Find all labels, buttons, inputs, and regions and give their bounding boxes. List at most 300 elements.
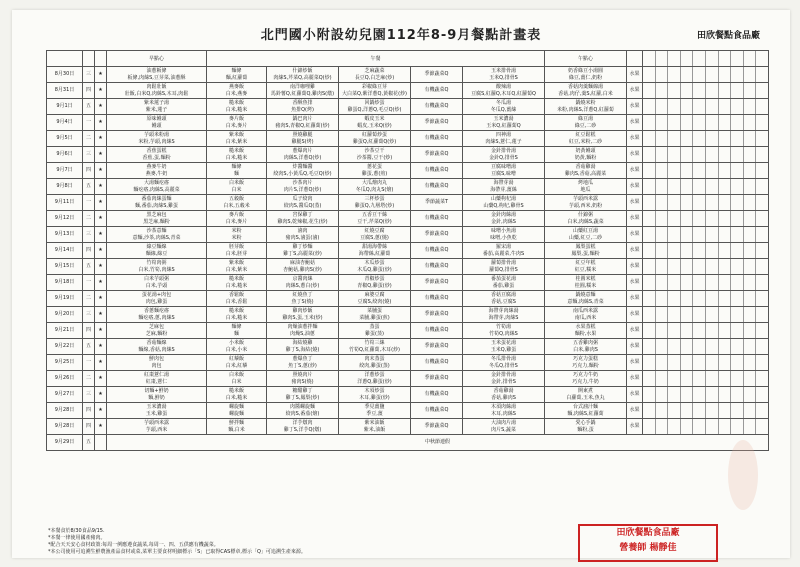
cell-text: 肉包 [151, 362, 162, 369]
row-weekday: 四 [83, 243, 95, 259]
side-dish-cell [339, 67, 411, 83]
cell-text: 芝麻蔬菜 [364, 67, 385, 74]
main-dish-cell [267, 163, 339, 179]
snack-pm-cell [545, 259, 627, 275]
cell-text: 番茄,高麗菜,牛肉S [482, 250, 525, 257]
soup-cell [463, 371, 545, 387]
soup-cell [463, 99, 545, 115]
cell-text: 白米,小米 [225, 346, 248, 353]
cell-text: 香菇肉羹麵線湯 [567, 83, 603, 90]
row-date: 9月19日 [47, 291, 83, 307]
cell-text: 麵條 [231, 163, 242, 170]
row-weekday: 三 [83, 387, 95, 403]
soup-cell [463, 419, 545, 435]
cell-text: 竹筍三絲 [364, 339, 385, 346]
cell-text: 木須肉絲湯 [490, 403, 516, 410]
cell-text: 大白菜Q,紫洋蔥Q,黃椒花(炒) [342, 90, 407, 97]
menu-row [47, 83, 769, 99]
cell-text: 香鬆飯 [228, 291, 244, 298]
cell-text: 金針排骨湯 [490, 371, 516, 378]
side-dish-cell [339, 339, 411, 355]
staple-cell [207, 243, 267, 259]
cell-text: 香菇,豆腐S [491, 298, 516, 305]
cell-text: 季節蔬菜Q [424, 343, 449, 349]
menu-row [47, 179, 769, 195]
cell-text: 番茄肉絲蛋麵 [141, 195, 172, 202]
cell-text: 玉米,雞蛋 [145, 410, 168, 417]
menu-row [47, 339, 769, 355]
soup-cell [463, 179, 545, 195]
main-dish-cell [267, 83, 339, 99]
row-weekday: 五 [83, 99, 95, 115]
cell-text: 豬肉S,青椒Q,紅蘿蔔(炒) [275, 122, 330, 129]
snack-am-cell [107, 339, 207, 355]
cell-text: 蔥爆魚丁 [292, 355, 313, 362]
vegetable-cell [411, 339, 463, 355]
cell-text: 麵,白米 [228, 426, 245, 433]
vegetable-cell [411, 147, 463, 163]
header-snack-am: 早點心 [107, 51, 207, 67]
cell-text: 照燒雞腿 [292, 131, 313, 138]
fruit-cell: 水果 [627, 179, 643, 195]
vegetable-cell [411, 403, 463, 419]
cell-text: 雞肉S,乾辣椒,花生(炒) [277, 218, 328, 225]
cell-text: 肉包,雞蛋 [145, 298, 168, 305]
soup-cell [463, 275, 545, 291]
fruit-cell: 水果 [627, 307, 643, 323]
staple-cell [207, 371, 267, 387]
row-star: ★ [95, 355, 107, 371]
cell-text: 季節蔬菜Q [424, 311, 449, 317]
cell-text: 季節蔬菜T [424, 199, 449, 205]
cell-text: 白米飯 [228, 179, 244, 186]
cell-text: 白米,胚芽 [225, 250, 248, 257]
cell-text: 米粉,芋頭,肉絲S [138, 138, 175, 145]
cell-text: 紅豆,糯米 [574, 266, 597, 273]
cell-text: 香蔥麵疙瘩 [143, 307, 169, 314]
cell-text: 香蕉蛋糕 [146, 147, 167, 154]
main-dish-cell [267, 227, 339, 243]
cell-text: 紅棗薏仁湯 [143, 371, 169, 378]
snack-pm-cell [545, 163, 627, 179]
cell-text: 海結燒雞 [292, 339, 313, 346]
cell-text: 冬瓜湯 [495, 99, 511, 106]
cell-text: 甜湯海帶絲 [361, 243, 387, 250]
cell-text: 魚丁S,蔥(炒) [288, 362, 317, 369]
cell-text: 雞蛋Q,洋蔥Q,毛豆Q(炒) [347, 106, 402, 113]
staple-cell [207, 403, 267, 419]
snack-am-cell [107, 419, 207, 435]
cell-text: 白米,竹筍,肉絲S [138, 266, 175, 273]
row-weekday: 三 [83, 307, 95, 323]
cell-text: 紅棗,薏仁 [145, 378, 168, 385]
row-weekday: 五 [83, 179, 95, 195]
nutrition-grid-cell [643, 419, 769, 435]
main-dish-cell [267, 179, 339, 195]
nutrition-grid-cell [643, 67, 769, 83]
nutrition-grid-cell [643, 179, 769, 195]
cell-text: 滷肉 [297, 227, 308, 234]
row-date: 9月22日 [47, 339, 83, 355]
vegetable-cell [411, 307, 463, 323]
snack-am-cell [107, 99, 207, 115]
fruit-cell: 水果 [627, 147, 643, 163]
row-weekday: 二 [83, 291, 95, 307]
cell-text: 芋頭米粉湯 [143, 131, 169, 138]
header-row [47, 51, 769, 67]
cell-text: 冬瓜Q,肉丸S(燴) [355, 186, 394, 193]
cell-text: 羅宋湯 [495, 243, 511, 250]
nutrition-grid-cell [643, 339, 769, 355]
main-dish-cell [267, 323, 339, 339]
menu-row [47, 99, 769, 115]
cell-text: 竹筍湯 [495, 323, 511, 330]
soup-cell [463, 131, 545, 147]
vegetable-cell [411, 355, 463, 371]
page-title: 北門國小附設幼兒園112年8-9月餐點計畫表 [260, 28, 542, 43]
snack-pm-cell [545, 323, 627, 339]
cell-text: 烤地瓜 [577, 179, 593, 186]
cell-text: 雞蛋(蒸) [365, 330, 384, 337]
cell-text: 鍋燒意麵 [575, 291, 596, 298]
cell-text: 有機蔬菜Q [424, 183, 449, 189]
smudge-mark [728, 440, 758, 510]
cell-text: 金針,肉絲S [491, 218, 516, 225]
menu-row [47, 323, 769, 339]
row-weekday: 一 [83, 275, 95, 291]
row-date: 9月12日 [47, 211, 83, 227]
cell-text: 白米 [231, 186, 242, 193]
snack-am-cell [107, 243, 207, 259]
cell-text: 奶黃饅頭 [575, 147, 596, 154]
row-weekday: 五 [83, 339, 95, 355]
menu-row [47, 163, 769, 179]
cell-text: 沙茶肉片 [292, 179, 313, 186]
cell-text: 絞肉S,番茄(燴) [285, 410, 320, 417]
soup-cell [463, 195, 545, 211]
cell-text: 大油肉片湯 [490, 419, 516, 426]
cell-text: 大瓜燴肉丸 [361, 179, 387, 186]
cell-text: 白米 [231, 378, 242, 385]
cell-text: 番茄蛋花湯 [490, 275, 516, 282]
nutrition-grid-header [643, 51, 769, 67]
fruit-cell: 水果 [627, 67, 643, 83]
snack-am-cell [107, 163, 207, 179]
staple-cell [207, 195, 267, 211]
cell-text: 豆干,芹菜Q(炒) [357, 218, 392, 225]
nutrition-grid-cell [643, 131, 769, 147]
cell-text: 山藥枸杞湯 [490, 195, 516, 202]
cell-text: 白米,肉絲S,蔬菜 [567, 218, 604, 225]
cell-text: 有機蔬菜Q [424, 295, 449, 301]
cell-text: 地瓜 [580, 186, 591, 193]
row-star: ★ [95, 419, 107, 435]
cell-text: 金針Q,排骨S [489, 154, 518, 161]
cell-text: 紫米蓮子湯 [143, 99, 169, 106]
fruit-cell: 水果 [627, 275, 643, 291]
cell-text: 原味饅頭 [146, 115, 167, 122]
staple-cell [207, 147, 267, 163]
menu-row [47, 387, 769, 403]
cell-text: 山藥紅豆湯 [572, 227, 598, 234]
cell-text: 季節蔬菜Q [424, 375, 449, 381]
vegetable-cell [411, 291, 463, 307]
menu-row [47, 275, 769, 291]
staple-cell [207, 355, 267, 371]
snack-am-cell [107, 179, 207, 195]
snack-pm-cell [545, 243, 627, 259]
cell-text: 麵疙瘩,肉絲S,高麗菜 [133, 186, 180, 193]
cell-text: 麥片飯 [228, 211, 244, 218]
row-weekday: 四 [83, 403, 95, 419]
nutrition-grid-cell [643, 243, 769, 259]
cell-text: 五香豆干絲 [361, 211, 387, 218]
row-star: ★ [95, 99, 107, 115]
soup-cell [463, 307, 545, 323]
header-weekday [83, 51, 95, 67]
cell-text: 燕麥牛奶 [146, 163, 167, 170]
row-star: ★ [95, 163, 107, 179]
cell-text: 螺旋麵 [228, 410, 244, 417]
cell-text: 蘿蔔排骨湯 [490, 259, 516, 266]
staple-cell [207, 291, 267, 307]
cell-text: 木耳,雞蛋(炒) [359, 394, 390, 401]
cell-text: 板條,肉絲S,豆芽菜,油蔥酥 [127, 74, 186, 81]
cell-text: 肉末蒸蛋 [364, 355, 385, 362]
menu-row [47, 403, 769, 419]
cell-text: 白米芋頭粥 [143, 275, 169, 282]
cell-text: 肉片S,蔬菜 [491, 426, 516, 433]
cell-text: 肉絲S,蔥白(炒) [285, 282, 320, 289]
snack-am-cell [107, 227, 207, 243]
cell-text: 有機蔬菜Q [424, 247, 449, 253]
cell-text: 米粉,肉絲S,洋蔥Q,紅蘿蔔 [557, 106, 614, 113]
cell-text: 綠豆湯 [577, 115, 593, 122]
cell-text: 糖醋雞丁 [292, 387, 313, 394]
cell-text: 鳳梨蛋糕 [575, 243, 596, 250]
vegetable-cell [411, 275, 463, 291]
snack-am-cell [107, 259, 207, 275]
cell-text: 沙茶醬,豆干(炒) [356, 154, 393, 161]
cell-text: 愛心手鍋 [575, 419, 596, 426]
cell-text: 白米,紫米 [225, 266, 248, 273]
main-dish-cell [267, 275, 339, 291]
staple-cell [207, 275, 267, 291]
main-dish-cell [267, 291, 339, 307]
row-star: ★ [95, 147, 107, 163]
snack-am-cell [107, 387, 207, 403]
cell-text: 鮮拌麵 [228, 419, 244, 426]
side-dish-cell [339, 355, 411, 371]
soup-cell [463, 163, 545, 179]
snack-pm-cell [545, 307, 627, 323]
staple-cell [207, 307, 267, 323]
main-dish-cell [267, 419, 339, 435]
soup-cell [463, 291, 545, 307]
cell-text: 炸醬麵醬 [292, 163, 313, 170]
snack-pm-cell [545, 99, 627, 115]
stamp-line-2: 營養師 楊靜佳 [619, 543, 677, 553]
cell-text: 金針肉絲湯 [490, 211, 516, 218]
nutrition-grid-cell [643, 371, 769, 387]
menu-row [47, 355, 769, 371]
cell-text: 竹筍肉粥 [146, 259, 167, 266]
vendor-name: 田欣餐點食品廠 [696, 31, 760, 41]
cell-text: 金針,排骨S [491, 378, 516, 385]
cell-text: 海帶芽肉絲湯 [488, 307, 519, 314]
cell-text: 白米,五穀米 [223, 202, 250, 209]
nutrition-grid-cell [643, 387, 769, 403]
cell-text: 回鍋炒蛋 [364, 99, 385, 106]
menu-row [47, 131, 769, 147]
cell-text: 糙米飯 [228, 99, 244, 106]
main-dish-cell [267, 339, 339, 355]
staple-cell [207, 115, 267, 131]
cell-text: 肉片S,洋蔥Q(炒) [283, 186, 322, 193]
cell-text: 糙米飯 [228, 147, 244, 154]
cell-text: 糙米飯 [228, 275, 244, 282]
cell-text: 燕麥,牛奶 [145, 170, 168, 177]
cell-text: 海帶芽湯 [493, 179, 514, 186]
side-dish-cell [339, 179, 411, 195]
note-line: *本公司使用可追溯生鮮農漁產品食材或菜,菜單主要食材明細標示「S」已取得CAS標章,標示「Q」可追溯生產來源。 [48, 549, 306, 555]
soup-cell [463, 83, 545, 99]
cell-text: 白米,雞肉S [573, 346, 598, 353]
cell-text: 綠豆,二砂 [574, 122, 597, 129]
cell-text: 麵疙瘩,蔥,肉絲S [138, 314, 175, 321]
cell-text: 麵線,香菇,肉絲S [138, 346, 175, 353]
cell-text: 白米,糙米 [225, 106, 248, 113]
row-date: 9月14日 [47, 243, 83, 259]
cell-text: 綠豆,薑仁,奶粉 [568, 74, 603, 81]
cell-text: 蔥爆肉片 [292, 147, 313, 154]
row-weekday: 五 [83, 259, 95, 275]
cell-text: 芋頭,西米 [145, 426, 168, 433]
cell-text: 玉米蛋花湯 [490, 339, 516, 346]
row-weekday: 二 [83, 211, 95, 227]
cell-text: 沙茶豆干 [364, 147, 385, 154]
cell-text: 綠豆麵線 [146, 243, 167, 250]
cell-text: 瓜子絞肉 [292, 195, 313, 202]
cell-text: 有機蔬菜Q [424, 103, 449, 109]
menu-row [47, 307, 769, 323]
snack-pm-cell [545, 195, 627, 211]
nutrition-grid-cell [643, 275, 769, 291]
snack-pm-cell [545, 291, 627, 307]
cell-text: 鳳梨,蛋,麵粉 [571, 250, 600, 257]
snack-am-cell [107, 403, 207, 419]
fruit-cell: 水果 [627, 99, 643, 115]
row-date: 8月30日 [47, 67, 83, 83]
cell-text: 白米,香鬆 [225, 298, 248, 305]
snack-am-cell [107, 147, 207, 163]
cell-text: 米粉 [231, 234, 242, 241]
cell-text: 麵 [233, 170, 239, 177]
nutrition-grid-cell [643, 259, 769, 275]
cell-text: 什錦炒飯 [292, 67, 313, 74]
cell-text: 白米飯 [228, 371, 244, 378]
menu-row [47, 115, 769, 131]
row-weekday: 四 [83, 83, 95, 99]
row-weekday: 三 [83, 147, 95, 163]
cell-text: 巧克力牛奶 [572, 371, 598, 378]
row-date: 8月31日 [47, 83, 83, 99]
menu-body [47, 67, 769, 451]
cell-text: 海帶絲,紅蘿蔔 [358, 250, 391, 257]
row-star: ★ [95, 67, 107, 83]
cell-text: 玉米排骨湯 [490, 67, 516, 74]
vegetable-cell [411, 371, 463, 387]
row-date: 9月26日 [47, 371, 83, 387]
cell-text: 絞肉S,醬瓜Q(蒸) [283, 202, 322, 209]
cell-text: 五穀飯 [228, 195, 244, 202]
cell-text: 蝦皮玉米 [364, 115, 385, 122]
vegetable-cell [411, 99, 463, 115]
main-dish-cell [267, 211, 339, 227]
row-date: 9月20日 [47, 307, 83, 323]
side-dish-cell [339, 83, 411, 99]
main-dish-cell [267, 99, 339, 115]
snack-am-cell [107, 195, 207, 211]
cell-text: 木瓜炒蛋 [364, 259, 385, 266]
side-dish-cell [339, 291, 411, 307]
snack-am-cell [107, 355, 207, 371]
cell-text: 紫米飯 [228, 259, 244, 266]
snack-am-cell [107, 115, 207, 131]
menu-row [47, 211, 769, 227]
menu-sheet [12, 10, 790, 558]
cell-text: 蘿蔔Q,排骨S [489, 266, 518, 273]
main-dish-cell [267, 67, 339, 83]
vegetable-cell [411, 179, 463, 195]
row-star: ★ [95, 179, 107, 195]
cell-text: 味噌,小魚乾 [490, 234, 517, 241]
row-date: 9月1日 [47, 99, 83, 115]
cell-text: 麵,番茄,肉絲S,雞蛋 [135, 202, 178, 209]
cell-text: 馬鈴薯Q,紅蘿蔔Q,雞肉S(燉) [270, 90, 335, 97]
cell-text: 玉米Q,紅蘿蔔Q [486, 122, 521, 129]
cell-text: 蝦皮,玉米Q(炒) [357, 122, 392, 129]
row-star: ★ [95, 131, 107, 147]
cell-text: 京醬肉絲 [292, 275, 313, 282]
vegetable-cell [411, 227, 463, 243]
cell-text: 有機蔬菜Q [424, 135, 449, 141]
cell-text: 豆腐S,絞肉(燒) [357, 298, 392, 305]
cell-text: 季節蔬菜Q [424, 279, 449, 285]
cell-text: 紫米,蓮子 [145, 106, 168, 113]
cell-text: 有機蔬菜Q [424, 391, 449, 397]
side-dish-cell [339, 419, 411, 435]
row-date: 9月28日 [47, 403, 83, 419]
cell-text: 洋芋燉肉 [292, 419, 313, 426]
cell-text: 味噌小魚湯 [490, 227, 516, 234]
snack-am-cell [107, 371, 207, 387]
cell-text: 豆腐S,味噌 [491, 170, 516, 177]
cell-text: 雞蛋,蔥(煎) [361, 170, 388, 177]
staple-cell [207, 323, 267, 339]
cell-text: 山藥Q,枸杞,雞骨S [483, 202, 524, 209]
cell-text: 南洋咖哩雞 [289, 83, 315, 90]
soup-cell [463, 339, 545, 355]
cell-text: 木耳,肉絲S [491, 410, 516, 417]
cell-text: 玉米濃湯 [493, 115, 514, 122]
cell-text: 壯飯,白米Q,肉絲S,木耳,肉鬆 [124, 90, 189, 97]
cell-text: 山藥,紅豆,二砂 [568, 234, 603, 241]
cell-text: 意麵,沙茶,肉絲S,青菜 [132, 234, 181, 241]
staple-cell [207, 339, 267, 355]
cell-text: 糙米飯 [228, 307, 244, 314]
cell-text: 麵,紅蘿蔔 [225, 74, 248, 81]
